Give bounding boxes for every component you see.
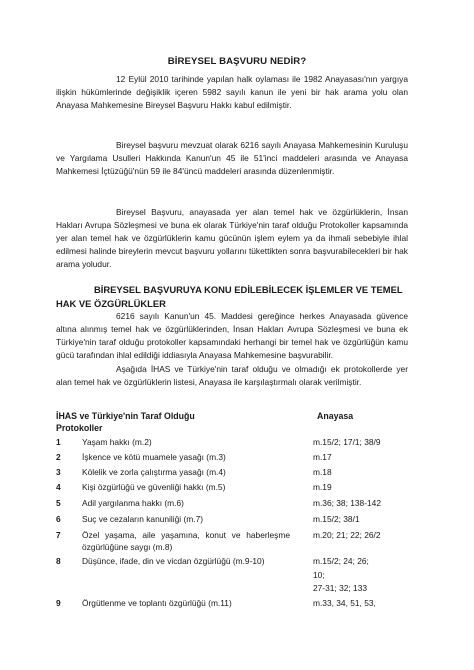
article-ref: m.18: [313, 467, 332, 477]
page-title: BİREYSEL BAŞVURU NEDİR?: [167, 56, 307, 67]
paragraph-definition: Bireysel Başvuru, anayasada yer alan temel hak ve özgürlüklerin, İnsan Hakları Avrupa Sözleşmesi ve buna ek olarak Türkiye'nin taraf olduğu Protokoller kapsamında yer alan temel hak ve özgürlüklerin kamu gücünün işlem eylem ya da ihmali sebebiyle ihlal edilmesi halinde bireylerin mevcut başvuru yollarını tükettikten sonra başvurabilecekleri bir hak arama yoludur.: [56, 207, 408, 270]
paragraph-list-intro: Aşağıda İHAS ve Türkiye'nin taraf olduğu ve olmadığı ek protokollerde yer alan temel hak ve özgürlüklerin listesi, Anayasa ile karşılaştırmalı olarak verilmiştir.: [56, 364, 408, 388]
table-header-right: Anayasa: [317, 411, 354, 421]
paragraph-article45: 6216 sayılı Kanun'un 45. Maddesi gereğince herkes Anayasada güvence altına alınmış temel hak ve özgürlüklerinden, İnsan Hakları Avrupa Sözleşmesi ve buna ek Türkiye'nin taraf olduğu protokoller kapsamındaki herhangi bir temel hak ve özgürlüğün kamu gücü tarafından ihlal edildiği iddiasıyla Anayasa Mahkemesine başvurabilir.: [56, 311, 408, 361]
row-number: 1: [56, 437, 61, 447]
paragraph-legislation: Bireysel başvuru mevzuat olarak 6216 sayılı Anayasa Mahkemesinin Kuruluşu ve Yargılama Usulleri Hakkında Kanun'un 45 ile 51'inci maddeleri arasında ve Anayasa Mahkemesi İçtüzüğü'nün 59 ile 84'üncü maddeleri arasında düzenlenmiştir.: [56, 140, 408, 177]
row-number: 8: [56, 556, 61, 566]
row-right-name: İşkence ve kötü muamele yasağı (m.3): [82, 452, 226, 462]
article-ref: 10;: [313, 569, 325, 580]
row-number: 2: [56, 452, 61, 462]
row-number: 9: [56, 598, 61, 608]
row-number: 6: [56, 514, 61, 524]
article-ref: m.36; 38; 138-142: [313, 498, 381, 508]
row-constitution-articles: [313, 514, 443, 526]
row-right-name: Kişi özgürlüğü ve güvenliği hakkı (m.5): [82, 482, 226, 492]
row-number: 4: [56, 482, 61, 492]
row-constitution-articles: [313, 437, 443, 449]
row-number: 7: [56, 530, 61, 540]
paragraph-intro: 12 Eylül 2010 tarihinde yapılan halk oylaması ile 1982 Anayasası'nın yargıya ilişkin hükümlerinde değişiklik içeren 5982 sayılı kanun ile yeni bir hak arama yolu olan Anayasa Mahkemesine Bireysel Başvuru Hakkı kabul edilmiştir.: [56, 74, 408, 111]
row-number: 5: [56, 498, 61, 508]
article-ref: m.19: [313, 482, 332, 492]
row-constitution-articles: [313, 530, 443, 542]
row-constitution-articles: [313, 498, 443, 510]
article-ref: m.15/2; 24; 26;: [313, 556, 369, 566]
row-constitution-articles: [313, 556, 443, 595]
row-right-name: Yaşam hakkı (m.2): [82, 437, 152, 447]
row-number: 3: [56, 467, 61, 477]
article-ref: 27-31; 32; 133: [313, 583, 368, 593]
row-right-name: Suç ve cezaların kanuniliği (m.7): [82, 514, 204, 524]
section-heading: BİREYSEL BAŞVURUYA KONU EDİLEBİLECEK İŞLEMLER VE TEMEL HAK VE ÖZGÜRLÜKLER: [56, 284, 403, 309]
row-constitution-articles: [313, 467, 443, 479]
row-constitution-articles: [313, 482, 443, 494]
table-header-left: İHAS ve Türkiye'nin Taraf Olduğu Protokoller: [56, 411, 195, 433]
article-ref: m.33, 34, 51, 53,: [313, 598, 376, 608]
article-ref: m.15/2; 38/1: [313, 514, 360, 524]
row-right-name: Özel yaşama, aile yaşamına, konut ve haberleşme özgürlüğüne saygı (m.8): [82, 530, 290, 552]
row-constitution-articles: [313, 452, 443, 464]
article-ref: m.20; 21; 22; 26/2: [313, 530, 381, 540]
row-right-name: Adil yargılanma hakkı (m.6): [82, 498, 184, 508]
row-right-name: Örgütlenme ve toplantı özgürlüğü (m.11): [82, 598, 232, 608]
row-right-name: Kölelik ve zorla çalıştırma yasağı (m.4): [82, 467, 226, 477]
row-constitution-articles: [313, 598, 443, 610]
article-ref: m.15/2; 17/1; 38/9: [313, 437, 381, 447]
row-right-name: Düşünce, ifade, din ve vicdan özgürlüğü (m.9-10): [82, 556, 265, 566]
article-ref: m.17: [313, 452, 332, 462]
